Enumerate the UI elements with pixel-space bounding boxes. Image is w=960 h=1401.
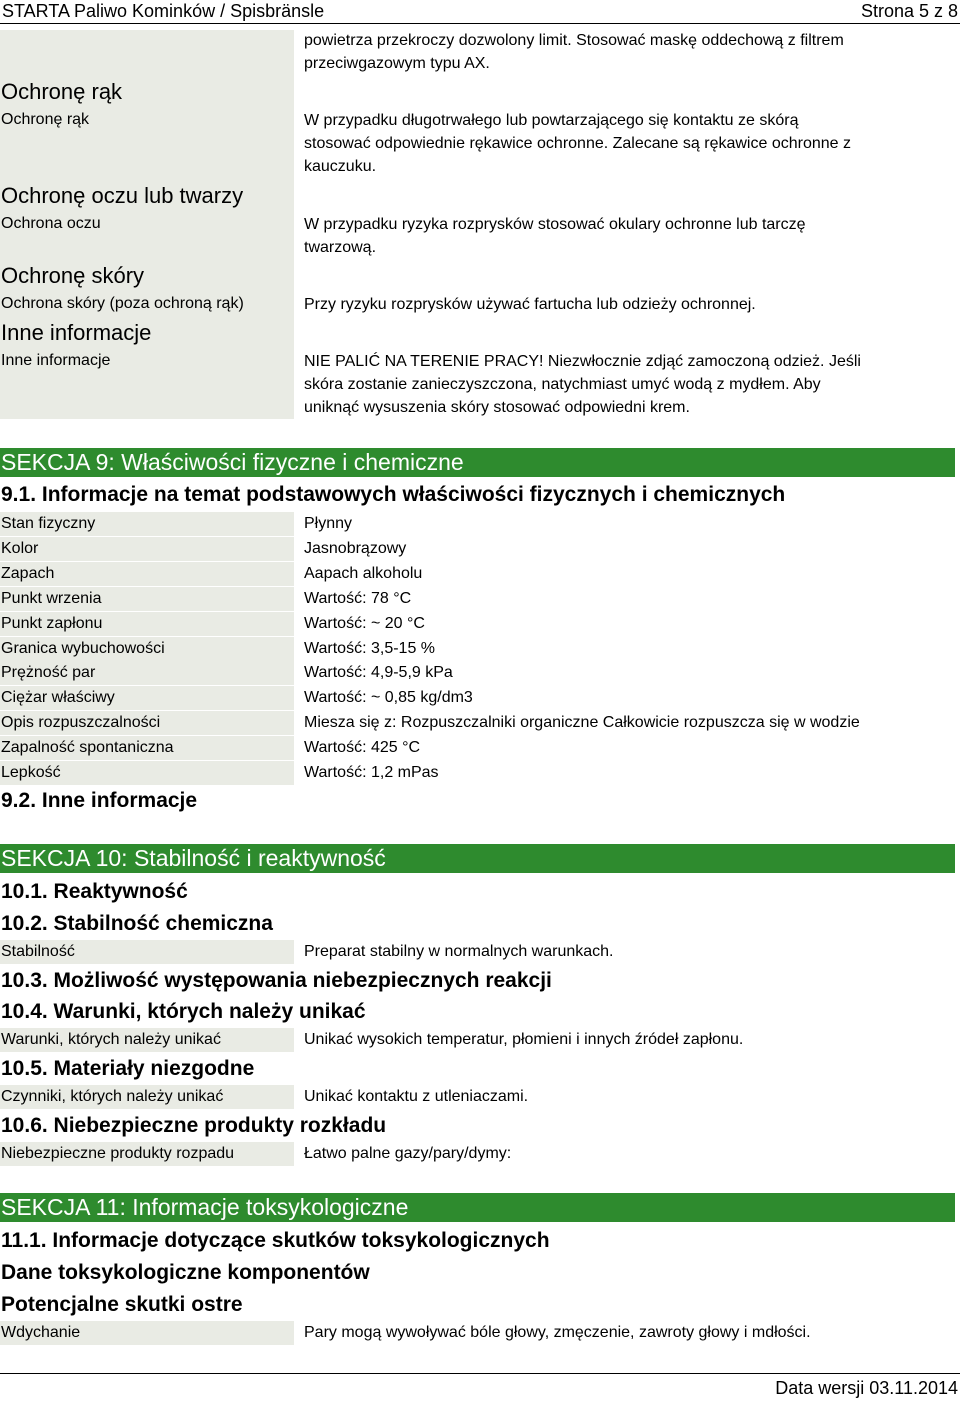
table-row [0,661,955,685]
section11-1-heading: 11.1. Informacje dotyczące skutków toksykologicznych [1,1229,550,1252]
toxicological-data-heading: Dane toksykologiczne komponentów [1,1261,370,1284]
section10-6-heading: 10.6. Niebezpieczne produkty rozkładu [1,1114,387,1137]
property-value: Wartość: 1,2 mPas [304,764,439,781]
property-label: Zapalność spontaniczna [0,736,294,760]
table-row [0,512,955,536]
property-value: Wartość: ~ 0,85 kg/dm3 [304,689,473,707]
property-label: Punkt wrzenia [0,587,294,611]
property-value: Wartość: 425 °C [304,739,421,757]
table-row [0,761,955,785]
table-row [0,637,955,661]
other-info-label: Inne informacje [1,352,111,369]
header-divider [0,23,960,24]
hand-protection-label: Ochronę rąk [1,111,90,128]
property-value: Wartość: ~ 20 °C [304,614,425,632]
property-value: Jasnobrązowy [304,539,407,557]
property-label: Granica wybuchowości [0,637,294,661]
property-label: Stan fizyczny [0,512,294,536]
section10-1-heading: 10.1. Reaktywność [1,880,188,903]
skin-protection-line-1: Przy ryzyku rozprysków używać fartucha lub odzieży ochronnej. [304,296,756,313]
section10-title: SEKCJA 10: Stabilność i reaktywność [0,844,955,873]
section10-3-heading: 10.3. Możliwość występowania niebezpiecznych reakcji [1,969,552,992]
acute-effects-heading: Potencjalne skutki ostre [1,1293,243,1316]
property-label: Kolor [0,537,294,561]
table-row [0,537,955,561]
table-row [0,587,955,611]
property-label: Opis rozpuszczalności [0,711,294,735]
property-value: Wartość: 3,5-15 % [304,639,436,657]
skin-protection-label: Ochrona skóry (poza ochroną rąk) [1,295,244,312]
property-value: Płynny [304,515,353,532]
conditions-to-avoid-label: Warunki, których należy unikać [0,1028,294,1052]
eye-protection-line-2: twarzową. [304,239,377,256]
other-info-line-2: skóra zostanie zanieczyszczona, natychmiast umyć wodą z mydłem. Aby [304,376,821,393]
stability-value: Preparat stabilny w normalnych warunkach. [304,943,614,960]
footer-divider [0,1373,960,1374]
section10-5-heading: 10.5. Materiały niezgodne [1,1057,255,1080]
page-header [0,0,960,24]
conditions-to-avoid-value: Unikać wysokich temperatur, płomieni i innych źródeł zapłonu. [304,1031,744,1048]
table-row [0,711,955,735]
incompatible-materials-label: Czynniki, których należy unikać [0,1085,294,1109]
property-value: Aapach alkoholu [304,564,423,582]
inhalation-label: Wdychanie [0,1321,294,1345]
table-row [0,612,955,636]
inhalation-value: Pary mogą wywoływać bóle głowy, zmęczenie, zawroty głowy i mdłości. [304,1324,811,1341]
table-row [0,736,955,760]
other-info-line-1: NIE PALIĆ NA TERENIE PRACY! Niezwłocznie zdjąć zamoczoną odzież. Jeśli [304,353,861,370]
decomposition-products-value: Łatwo palne gazy/pary/dymy: [304,1145,512,1162]
eye-protection-label: Ochrona oczu [1,215,101,232]
intro-line-1: powietrza przekroczy dozwolony limit. Stosować maskę oddechową z filtrem [304,32,844,49]
property-label: Ciężar właściwy [0,686,294,710]
section10-2-heading: 10.2. Stabilność chemiczna [1,912,273,935]
page-number: Strona 5 z 8 [860,1,958,21]
table-row [0,562,955,586]
section10-4-heading: 10.4. Warunki, których należy unikać [1,1000,366,1023]
incompatible-materials-value: Unikać kontaktu z utleniaczami. [304,1088,529,1105]
table-row [0,1085,955,1109]
section9-2-heading: 9.2. Inne informacje [1,789,198,812]
table-row [0,1028,955,1052]
hand-protection-line-3: kauczuku. [304,158,377,175]
property-label: Prężność par [0,661,294,685]
table-row [0,686,955,710]
section9-title: SEKCJA 9: Właściwości fizyczne i chemiczne [0,448,955,477]
eye-protection-line-1: W przypadku ryzyka rozprysków stosować okulary ochronne lub tarczę [304,216,806,233]
property-label: Zapach [0,562,294,586]
document-title: STARTA Paliwo Kominków / Spisbränsle [2,1,325,21]
stability-label: Stabilność [0,940,294,964]
table-row [0,1142,955,1166]
version-date: Data wersji 03.11.2014 [775,1378,958,1398]
section9-1-heading: 9.1. Informacje na temat podstawowych właściwości fizycznych i chemicznych [1,483,786,506]
other-info-heading: Inne informacje [1,320,152,345]
property-value: Miesza się z: Rozpuszczalniki organiczne Całkowicie rozpuszcza się w wodzie [304,714,860,732]
skin-protection-heading: Ochronę skóry [1,263,145,288]
hand-protection-heading: Ochronę rąk [1,79,123,104]
hand-protection-line-1: W przypadku długotrwałego lub powtarzającego się kontaktu ze skórą [304,112,799,129]
property-value: Wartość: 78 °C [304,589,412,607]
property-label: Punkt zapłonu [0,612,294,636]
table-row [0,940,955,964]
eye-protection-heading: Ochronę oczu lub twarzy [1,183,244,208]
property-label: Lepkość [0,761,294,785]
decomposition-products-label: Niebezpieczne produkty rozpadu [0,1142,294,1166]
section11-title: SEKCJA 11: Informacje toksykologiczne [0,1193,955,1222]
hand-protection-line-2: stosować odpowiednie rękawice ochronne. Zalecane są rękawice ochronne z [304,135,851,152]
table-row [0,1321,955,1345]
other-info-line-3: uniknąć wysuszenia skóry stosować odpowiedni krem. [304,399,690,416]
intro-line-2: przeciwgazowym typu AX. [304,55,490,72]
property-value: Wartość: 4,9-5,9 kPa [304,664,453,682]
